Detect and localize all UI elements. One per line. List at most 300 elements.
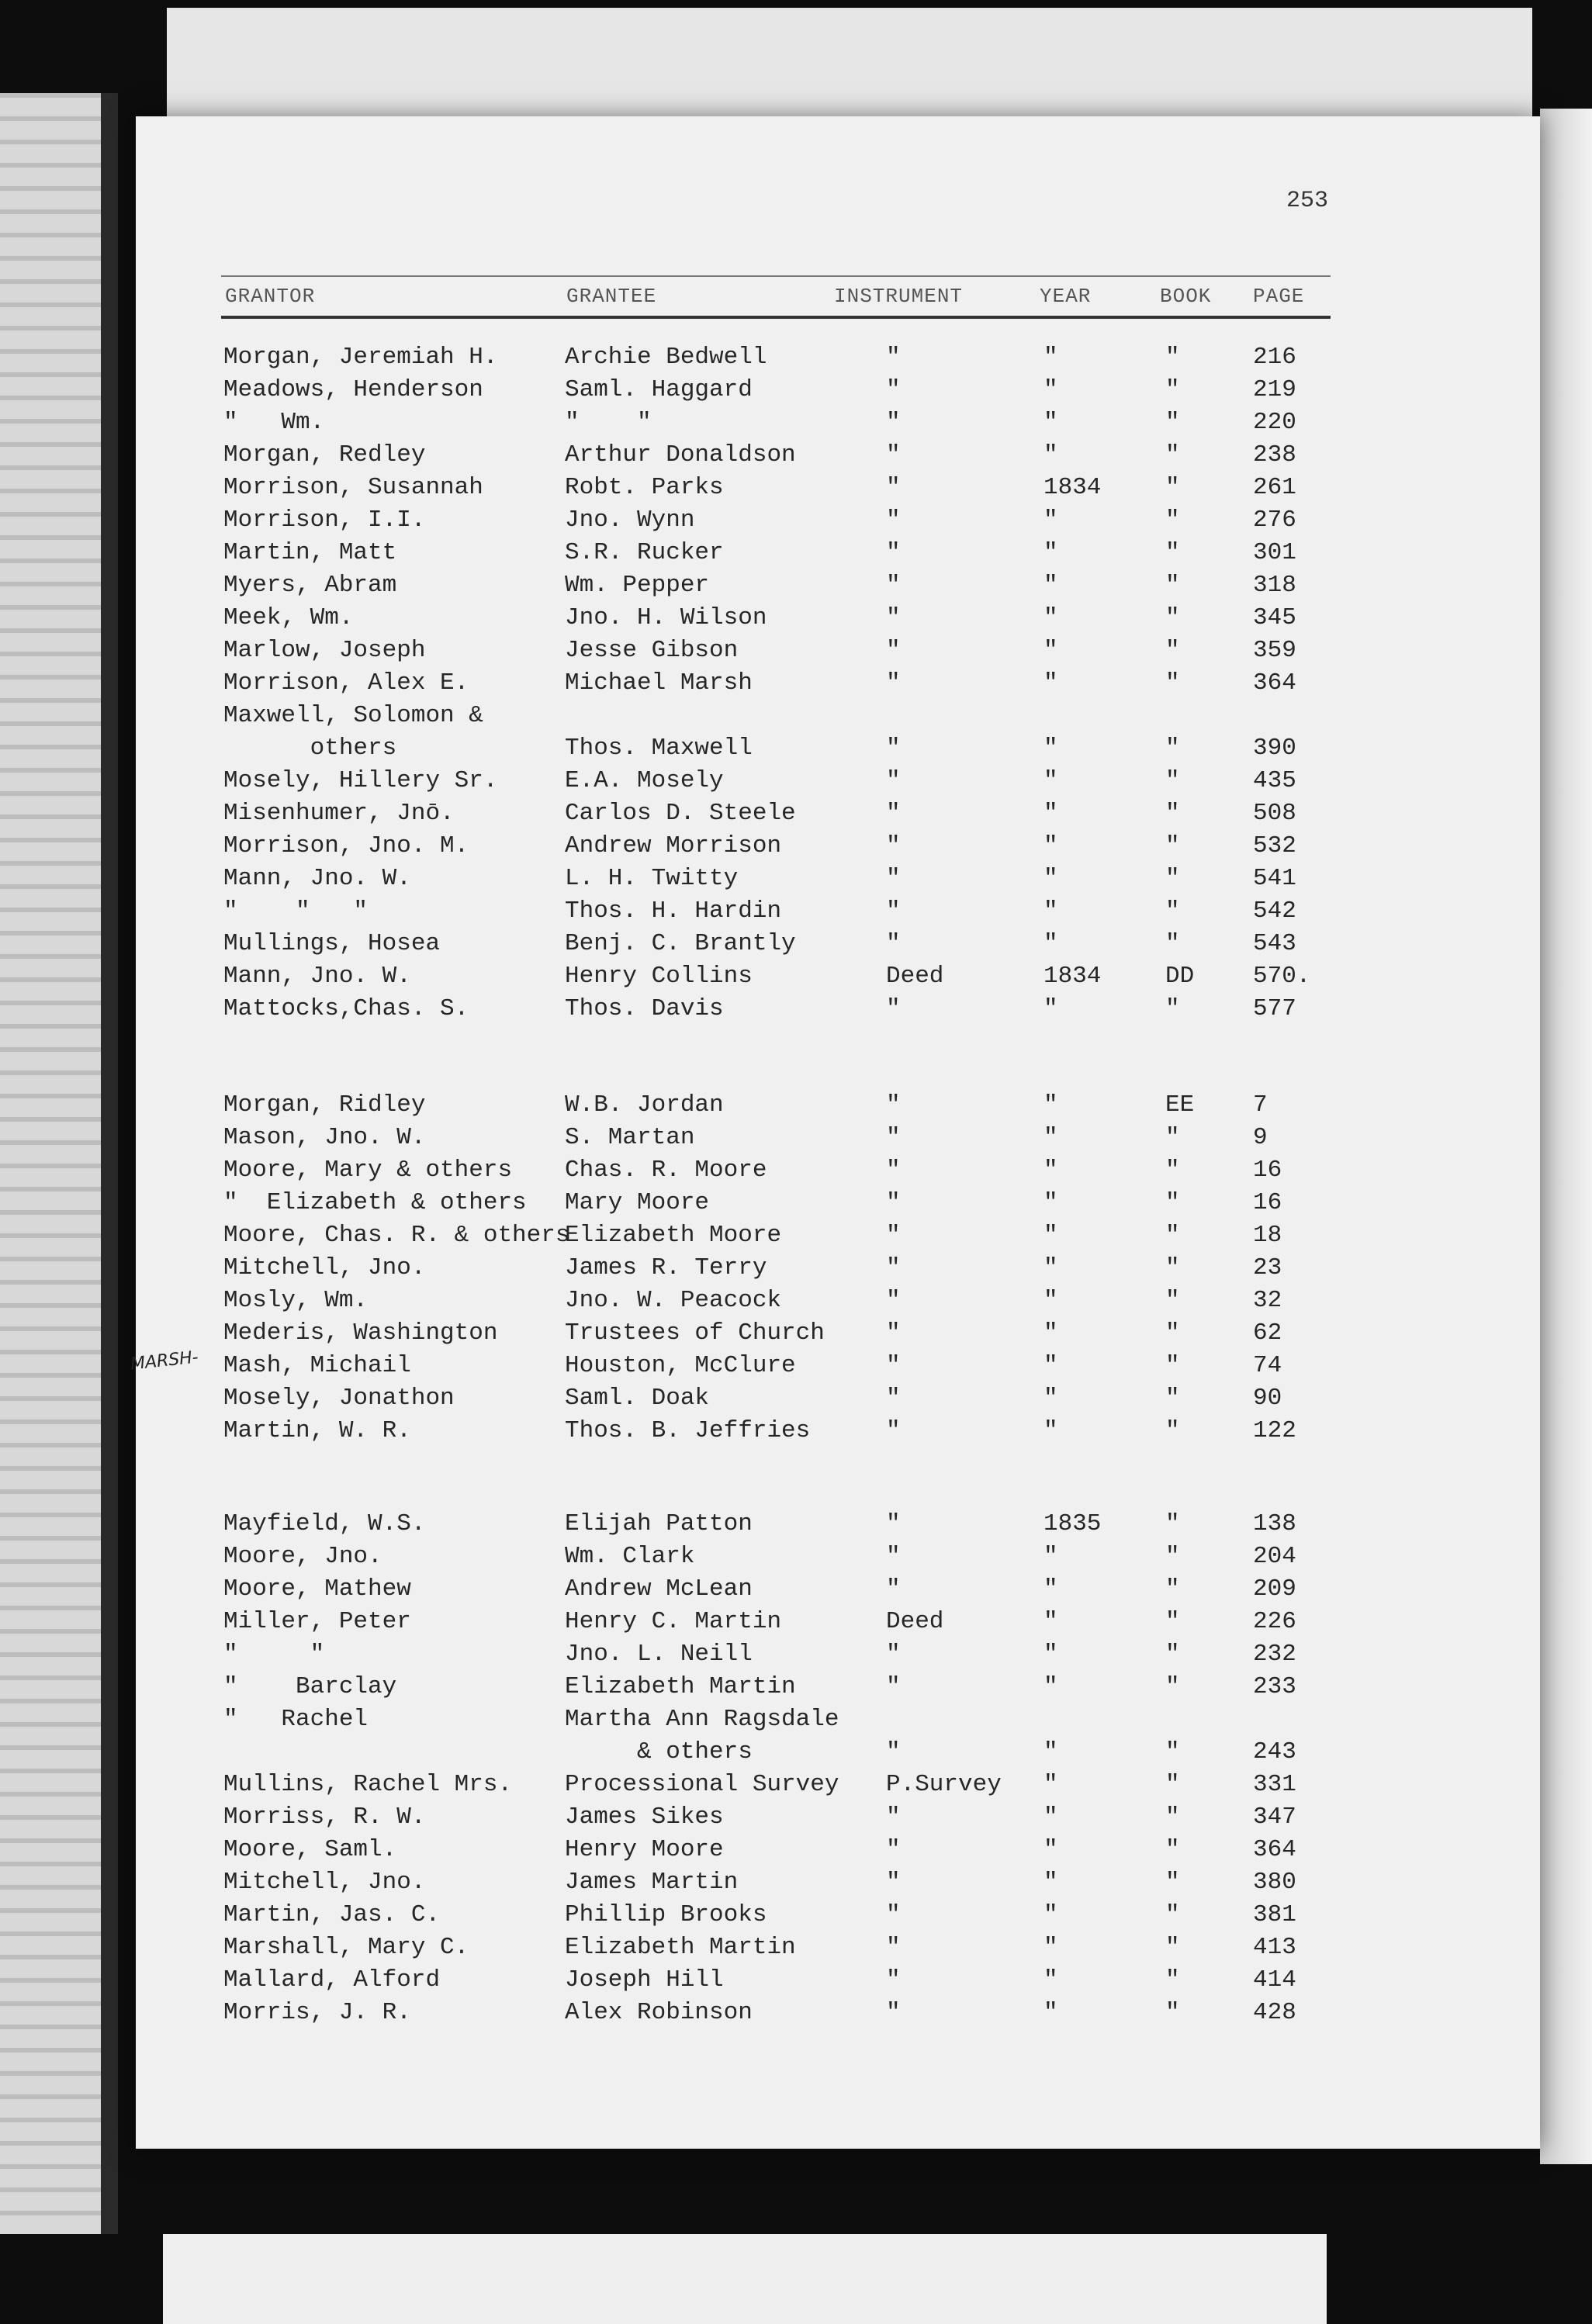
cell-grantor: " " " — [223, 897, 369, 925]
table-row — [0, 537, 1592, 569]
table-row — [0, 504, 1592, 537]
table-row — [0, 1964, 1592, 1997]
cell-instrument: " — [886, 376, 901, 403]
cell-page: 74 — [1253, 1352, 1282, 1379]
cell-instrument: " — [886, 1804, 901, 1831]
cell-grantor: Morriss, R. W. — [223, 1804, 426, 1831]
cell-page: 345 — [1253, 604, 1296, 631]
cell-grantor: Morrison, Susannah — [223, 474, 483, 501]
header-grantee: GRANTEE — [566, 285, 657, 308]
cell-instrument: " — [886, 637, 901, 664]
table-row — [0, 1801, 1592, 1834]
cell-page: 209 — [1253, 1575, 1296, 1603]
cell-page: 359 — [1253, 637, 1296, 664]
cell-book: " — [1165, 930, 1180, 957]
cell-grantor: Marshall, Mary C. — [223, 1934, 469, 1961]
cell-grantee: Henry Moore — [565, 1836, 724, 1863]
table-row — [0, 1638, 1592, 1671]
cell-instrument: " — [886, 669, 901, 697]
cell-year: " — [1043, 1673, 1058, 1700]
cell-page: 216 — [1253, 344, 1296, 371]
cell-grantor: Mederis, Washington — [223, 1319, 498, 1347]
cell-grantee: E.A. Mosely — [565, 767, 724, 794]
cell-page: 390 — [1253, 735, 1296, 762]
cell-page: 62 — [1253, 1319, 1282, 1347]
cell-book: " — [1165, 539, 1180, 566]
bottom-strip — [163, 2234, 1327, 2324]
table-row — [0, 1703, 1592, 1736]
cell-book: " — [1165, 1319, 1180, 1347]
cell-year: " — [1043, 1836, 1058, 1863]
cell-book: " — [1165, 1999, 1180, 2026]
cell-grantee: Arthur Donaldson — [565, 441, 796, 469]
cell-grantee: Processional Survey — [565, 1771, 839, 1798]
cell-grantor: Mattocks,Chas. S. — [223, 995, 469, 1022]
cell-instrument: " — [886, 1901, 901, 1928]
cell-book: " — [1165, 1608, 1180, 1635]
cell-grantee: Jno. Wynn — [565, 507, 695, 534]
table-row — [0, 863, 1592, 895]
cell-instrument: " — [886, 1869, 901, 1896]
cell-year: " — [1043, 1157, 1058, 1184]
cell-year: " — [1043, 344, 1058, 371]
cell-page: 122 — [1253, 1417, 1296, 1444]
cell-year: " — [1043, 1543, 1058, 1570]
cell-year: " — [1043, 1091, 1058, 1119]
cell-page: 138 — [1253, 1510, 1296, 1537]
table-row — [0, 732, 1592, 765]
cell-book: " — [1165, 1934, 1180, 1961]
cell-page: 204 — [1253, 1543, 1296, 1570]
cell-instrument: " — [886, 1189, 901, 1216]
cell-page: 9 — [1253, 1124, 1268, 1151]
cell-book: " — [1165, 1869, 1180, 1896]
cell-page: 428 — [1253, 1999, 1296, 2026]
cell-instrument: " — [886, 572, 901, 599]
cell-grantor: Morgan, Redley — [223, 441, 426, 469]
table-row — [0, 1252, 1592, 1285]
table-row — [0, 1122, 1592, 1154]
table-row — [0, 830, 1592, 863]
cell-page: 543 — [1253, 930, 1296, 957]
table-row — [0, 1317, 1592, 1350]
cell-grantor: Martin, Jas. C. — [223, 1901, 441, 1928]
cell-grantee: Michael Marsh — [565, 669, 753, 697]
cell-grantee: Jno. H. Wilson — [565, 604, 767, 631]
table-row — [0, 1671, 1592, 1703]
cell-page: 318 — [1253, 572, 1296, 599]
cell-grantor: Mayfield, W.S. — [223, 1510, 426, 1537]
cell-year: " — [1043, 669, 1058, 697]
cell-page: 435 — [1253, 767, 1296, 794]
cell-year: " — [1043, 539, 1058, 566]
cell-page: 380 — [1253, 1869, 1296, 1896]
cell-year: " — [1043, 1804, 1058, 1831]
cell-instrument: " — [886, 1510, 901, 1537]
header-book: BOOK — [1160, 285, 1212, 308]
cell-page: 413 — [1253, 1934, 1296, 1961]
cell-year: " — [1043, 735, 1058, 762]
cell-grantee: S. Martan — [565, 1124, 695, 1151]
cell-grantee: Alex Robinson — [565, 1999, 753, 2026]
cell-grantor: Mason, Jno. W. — [223, 1124, 426, 1151]
table-row — [0, 1606, 1592, 1638]
cell-page: 90 — [1253, 1385, 1282, 1412]
cell-page: 18 — [1253, 1222, 1282, 1249]
cell-year: " — [1043, 832, 1058, 859]
cell-page: 276 — [1253, 507, 1296, 534]
cell-grantor: Moore, Jno. — [223, 1543, 382, 1570]
cell-grantee: Saml. Doak — [565, 1385, 710, 1412]
table-row — [0, 667, 1592, 700]
cell-page: 238 — [1253, 441, 1296, 469]
cell-page: 23 — [1253, 1254, 1282, 1281]
cell-grantee: Benj. C. Brantly — [565, 930, 796, 957]
cell-book: " — [1165, 897, 1180, 925]
cell-book: " — [1165, 800, 1180, 827]
cell-instrument: " — [886, 1543, 901, 1570]
cell-grantor: others — [223, 735, 397, 762]
cell-grantor: Moore, Chas. R. & others — [223, 1222, 570, 1249]
cell-grantee: Houston, McClure — [565, 1352, 796, 1379]
cell-instrument: " — [886, 1738, 901, 1765]
cell-page: 220 — [1253, 409, 1296, 436]
table-row — [0, 1154, 1592, 1187]
cell-page: 226 — [1253, 1608, 1296, 1635]
cell-instrument: " — [886, 1417, 901, 1444]
cell-grantor: Mullings, Hosea — [223, 930, 441, 957]
cell-year: " — [1043, 441, 1058, 469]
cell-page: 232 — [1253, 1641, 1296, 1668]
header-page: PAGE — [1253, 285, 1305, 308]
cell-book: " — [1165, 1352, 1180, 1379]
cell-page: 219 — [1253, 376, 1296, 403]
cell-page: 414 — [1253, 1966, 1296, 1994]
cell-year: " — [1043, 1254, 1058, 1281]
cell-grantor: " Wm. — [223, 409, 325, 436]
table-row — [0, 895, 1592, 928]
cell-grantee: Chas. R. Moore — [565, 1157, 767, 1184]
cell-book: " — [1165, 735, 1180, 762]
cell-year: " — [1043, 1966, 1058, 1994]
cell-grantor: " Elizabeth & others — [223, 1189, 527, 1216]
cell-instrument: " — [886, 1124, 901, 1151]
cell-instrument: " — [886, 441, 901, 469]
cell-grantor: Miller, Peter — [223, 1608, 411, 1635]
cell-year: " — [1043, 376, 1058, 403]
cell-instrument: " — [886, 767, 901, 794]
table-row — [0, 928, 1592, 960]
cell-instrument: " — [886, 1319, 901, 1347]
cell-year: " — [1043, 1319, 1058, 1347]
table-row — [0, 960, 1592, 993]
cell-page: 570. — [1253, 963, 1311, 990]
cell-grantee: Wm. Clark — [565, 1543, 695, 1570]
cell-page: 243 — [1253, 1738, 1296, 1765]
cell-grantor: Meek, Wm. — [223, 604, 354, 631]
cell-book: " — [1165, 1804, 1180, 1831]
table-row — [0, 1350, 1592, 1382]
cell-book: " — [1165, 995, 1180, 1022]
table-row — [0, 1187, 1592, 1219]
cell-page: 532 — [1253, 832, 1296, 859]
cell-book: " — [1165, 1966, 1180, 1994]
cell-book: " — [1165, 1222, 1180, 1249]
cell-grantee: Thos. H. Hardin — [565, 897, 782, 925]
cell-instrument: " — [886, 735, 901, 762]
cell-book: " — [1165, 441, 1180, 469]
cell-instrument: " — [886, 930, 901, 957]
cell-year: " — [1043, 1287, 1058, 1314]
cell-grantee: Jno. L. Neill — [565, 1641, 753, 1668]
cell-instrument: " — [886, 1934, 901, 1961]
cell-book: " — [1165, 1189, 1180, 1216]
cell-instrument: " — [886, 1222, 901, 1249]
cell-year: " — [1043, 1417, 1058, 1444]
cell-book: " — [1165, 1417, 1180, 1444]
cell-book: " — [1165, 474, 1180, 501]
cell-book: " — [1165, 1575, 1180, 1603]
cell-instrument: " — [886, 1157, 901, 1184]
cell-year: 1834 — [1043, 474, 1102, 501]
cell-page: 364 — [1253, 669, 1296, 697]
cell-page: 508 — [1253, 800, 1296, 827]
cell-grantee: Archie Bedwell — [565, 344, 767, 371]
cell-instrument: " — [886, 539, 901, 566]
cell-book: " — [1165, 1543, 1180, 1570]
cell-year: " — [1043, 800, 1058, 827]
cell-year: " — [1043, 507, 1058, 534]
cell-book: " — [1165, 572, 1180, 599]
table-row — [0, 1866, 1592, 1899]
cell-year: " — [1043, 1999, 1058, 2026]
cell-year: " — [1043, 1934, 1058, 1961]
cell-grantee: James Sikes — [565, 1804, 724, 1831]
cell-instrument: " — [886, 1836, 901, 1863]
cell-grantor: Maxwell, Solomon & — [223, 702, 483, 729]
page-number: 253 — [1286, 188, 1329, 214]
cell-instrument: " — [886, 409, 901, 436]
cell-page: 364 — [1253, 1836, 1296, 1863]
cell-grantor: Moore, Mathew — [223, 1575, 411, 1603]
cell-year: " — [1043, 1352, 1058, 1379]
cell-year: " — [1043, 1385, 1058, 1412]
table-row — [0, 569, 1592, 602]
cell-year: " — [1043, 604, 1058, 631]
table-row — [0, 1834, 1592, 1866]
cell-grantee: Jno. W. Peacock — [565, 1287, 782, 1314]
cell-grantor: Morris, J. R. — [223, 1999, 411, 2026]
cell-grantee: L. H. Twitty — [565, 865, 739, 892]
cell-grantee: Trustees of Church — [565, 1319, 825, 1347]
cell-book: " — [1165, 832, 1180, 859]
cell-book: " — [1165, 1901, 1180, 1928]
header-instrument: INSTRUMENT — [834, 285, 964, 308]
table-row — [0, 1089, 1592, 1122]
cell-grantee: Wm. Pepper — [565, 572, 710, 599]
cell-instrument: " — [886, 1673, 901, 1700]
cell-grantor: " Rachel — [223, 1706, 369, 1733]
cell-book: " — [1165, 1385, 1180, 1412]
cell-year: " — [1043, 1738, 1058, 1765]
cell-year: " — [1043, 1575, 1058, 1603]
cell-grantee: Henry Collins — [565, 963, 753, 990]
cell-book: DD — [1165, 963, 1195, 990]
cell-year: " — [1043, 995, 1058, 1022]
cell-grantee: & others — [565, 1738, 753, 1765]
cell-instrument: " — [886, 1352, 901, 1379]
cell-grantor: Mallard, Alford — [223, 1966, 441, 1994]
cell-grantor: Mann, Jno. W. — [223, 865, 411, 892]
cell-page: 16 — [1253, 1189, 1282, 1216]
cell-instrument: " — [886, 474, 901, 501]
cell-grantee: Andrew Morrison — [565, 832, 782, 859]
cell-grantor: Martin, Matt — [223, 539, 397, 566]
table-header — [221, 275, 1331, 319]
table-row — [0, 797, 1592, 830]
cell-instrument: " — [886, 1641, 901, 1668]
table-row — [0, 406, 1592, 439]
cell-grantor: Marlow, Joseph — [223, 637, 426, 664]
table-row — [0, 1899, 1592, 1931]
cell-grantee: Martha Ann Ragsdale — [565, 1706, 839, 1733]
cell-book: " — [1165, 1836, 1180, 1863]
cell-instrument: " — [886, 1999, 901, 2026]
cell-book: " — [1165, 669, 1180, 697]
cell-grantee: Saml. Haggard — [565, 376, 753, 403]
cell-grantor: Mash, Michail — [223, 1352, 411, 1379]
cell-page: 347 — [1253, 1804, 1296, 1831]
cell-book: " — [1165, 1641, 1180, 1668]
table-row — [0, 374, 1592, 406]
cell-grantee: Thos. Maxwell — [565, 735, 753, 762]
cell-page: 331 — [1253, 1771, 1296, 1798]
table-row — [0, 1931, 1592, 1964]
cell-grantee: Jesse Gibson — [565, 637, 739, 664]
cell-grantor: Myers, Abram — [223, 572, 397, 599]
cell-page: 7 — [1253, 1091, 1268, 1119]
table-row — [0, 1415, 1592, 1447]
table-row — [0, 1541, 1592, 1573]
cell-year: " — [1043, 767, 1058, 794]
cell-year: " — [1043, 1641, 1058, 1668]
cell-page: 301 — [1253, 539, 1296, 566]
cell-year: " — [1043, 1222, 1058, 1249]
table-row — [0, 1508, 1592, 1541]
cell-grantee: S.R. Rucker — [565, 539, 724, 566]
cell-grantor: Morgan, Ridley — [223, 1091, 426, 1119]
cell-book: " — [1165, 1157, 1180, 1184]
cell-book: " — [1165, 409, 1180, 436]
cell-book: " — [1165, 507, 1180, 534]
cell-year: " — [1043, 1189, 1058, 1216]
cell-year: " — [1043, 897, 1058, 925]
header-grantor: GRANTOR — [225, 285, 316, 308]
cell-book: " — [1165, 637, 1180, 664]
cell-grantee: " " — [565, 409, 652, 436]
cell-grantor: Mann, Jno. W. — [223, 963, 411, 990]
cell-instrument: Deed — [886, 963, 944, 990]
cell-book: EE — [1165, 1091, 1195, 1119]
table-row — [0, 635, 1592, 667]
cell-instrument: " — [886, 800, 901, 827]
cell-book: " — [1165, 865, 1180, 892]
table-row — [0, 993, 1592, 1025]
cell-page: 233 — [1253, 1673, 1296, 1700]
cell-year: " — [1043, 865, 1058, 892]
cell-grantor: Moore, Mary & others — [223, 1157, 513, 1184]
cell-page: 32 — [1253, 1287, 1282, 1314]
cell-grantor: Morgan, Jeremiah H. — [223, 344, 498, 371]
cell-grantee: Thos. Davis — [565, 995, 724, 1022]
cell-grantee: W.B. Jordan — [565, 1091, 724, 1119]
cell-year: " — [1043, 1608, 1058, 1635]
cell-instrument: " — [886, 1966, 901, 1994]
cell-grantor: Mosely, Hillery Sr. — [223, 767, 498, 794]
cell-grantor: " Barclay — [223, 1673, 397, 1700]
cell-page: 381 — [1253, 1901, 1296, 1928]
cell-page: 542 — [1253, 897, 1296, 925]
cell-grantor: Mitchell, Jno. — [223, 1869, 426, 1896]
cell-instrument: " — [886, 1575, 901, 1603]
table-row — [0, 700, 1592, 732]
cell-year: " — [1043, 1124, 1058, 1151]
cell-grantor: Morrison, Jno. M. — [223, 832, 469, 859]
cell-grantee: Carlos D. Steele — [565, 800, 796, 827]
cell-grantee: James Martin — [565, 1869, 739, 1896]
cell-year: 1834 — [1043, 963, 1102, 990]
cell-book: " — [1165, 376, 1180, 403]
cell-grantee: Andrew McLean — [565, 1575, 753, 1603]
table-row — [0, 1997, 1592, 2029]
cell-grantor: Morrison, Alex E. — [223, 669, 469, 697]
cell-instrument: " — [886, 897, 901, 925]
header-year: YEAR — [1040, 285, 1092, 308]
cell-grantee: Joseph Hill — [565, 1966, 724, 1994]
table-row — [0, 1219, 1592, 1252]
cell-instrument: " — [886, 1385, 901, 1412]
cell-instrument: " — [886, 995, 901, 1022]
table-row — [0, 765, 1592, 797]
cell-grantee: Elizabeth Martin — [565, 1934, 796, 1961]
cell-instrument: " — [886, 1091, 901, 1119]
table-row — [0, 1285, 1592, 1317]
cell-year: " — [1043, 930, 1058, 957]
cell-instrument: " — [886, 344, 901, 371]
cell-grantee: Thos. B. Jeffries — [565, 1417, 811, 1444]
cell-book: " — [1165, 1510, 1180, 1537]
cell-instrument: P.Survey — [886, 1771, 1002, 1798]
table-row — [0, 1769, 1592, 1801]
cell-book: " — [1165, 344, 1180, 371]
cell-grantor: Mullins, Rachel Mrs. — [223, 1771, 513, 1798]
cell-book: " — [1165, 1254, 1180, 1281]
table-row — [0, 1573, 1592, 1606]
cell-page: 577 — [1253, 995, 1296, 1022]
cell-instrument: Deed — [886, 1608, 944, 1635]
cell-grantor: Moore, Saml. — [223, 1836, 397, 1863]
cell-book: " — [1165, 1738, 1180, 1765]
cell-instrument: " — [886, 507, 901, 534]
cell-grantee: Mary Moore — [565, 1189, 710, 1216]
cell-grantor: Martin, W. R. — [223, 1417, 411, 1444]
cell-book: " — [1165, 1771, 1180, 1798]
cell-grantor: Meadows, Henderson — [223, 376, 483, 403]
table-row — [0, 472, 1592, 504]
cell-grantee: Robt. Parks — [565, 474, 724, 501]
cell-grantee: Elijah Patton — [565, 1510, 753, 1537]
cell-instrument: " — [886, 865, 901, 892]
